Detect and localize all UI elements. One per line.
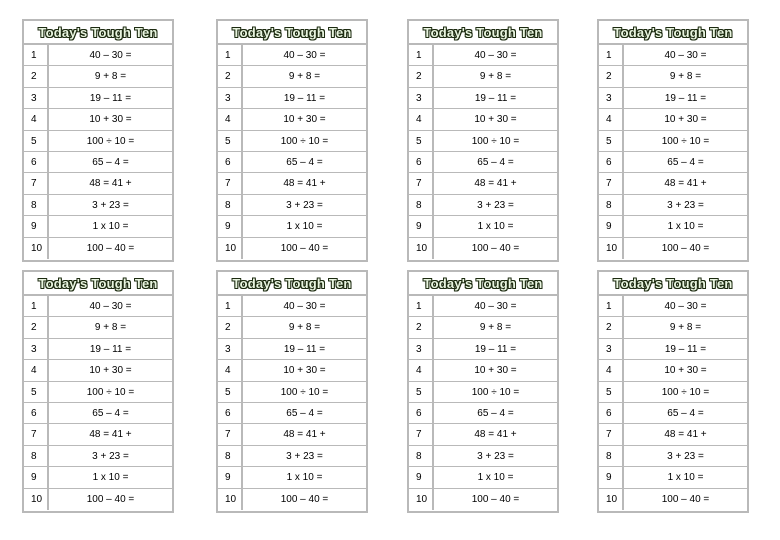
tough-ten-card <box>407 19 559 262</box>
question-number: 7 <box>409 173 434 193</box>
question-row <box>24 360 172 381</box>
question-text: 100 ÷ 10 = <box>661 386 710 398</box>
question-number: 10 <box>409 238 434 259</box>
question-number: 8 <box>24 446 49 466</box>
question-text: 100 – 40 = <box>280 493 329 505</box>
question-number: 1 <box>409 296 434 316</box>
question-row <box>409 296 557 317</box>
question-row <box>409 238 557 259</box>
question-row <box>599 88 747 109</box>
question-number: 3 <box>218 88 243 108</box>
tough-ten-card <box>597 19 749 262</box>
question-number: 7 <box>599 173 624 193</box>
question-row <box>409 446 557 467</box>
question-number: 1 <box>409 45 434 65</box>
question-number: 7 <box>218 424 243 444</box>
question-text: 65 – 4 = <box>667 407 704 419</box>
question-text: 40 – 30 = <box>283 50 326 61</box>
question-row <box>218 446 366 467</box>
question-text: 9 + 8 = <box>669 71 702 83</box>
question-text: 40 – 30 = <box>89 301 132 312</box>
question-row <box>218 382 366 403</box>
question-row <box>409 317 557 338</box>
question-row <box>599 66 747 87</box>
question-text: 10 + 30 = <box>283 114 326 126</box>
question-number: 1 <box>599 296 624 316</box>
card-title: Today's Tough Ten <box>218 272 366 296</box>
question-text: 1 x 10 = <box>286 221 323 233</box>
question-row <box>24 88 172 109</box>
question-row <box>218 173 366 194</box>
question-text: 48 = 41 + <box>283 178 326 190</box>
question-number: 7 <box>599 424 624 444</box>
question-row <box>24 403 172 424</box>
question-number: 5 <box>409 382 434 402</box>
question-text: 9 + 8 = <box>288 71 321 83</box>
question-row <box>599 360 747 381</box>
question-text: 3 + 23 = <box>477 199 514 211</box>
question-text: 65 – 4 = <box>92 407 129 419</box>
question-row <box>24 45 172 66</box>
question-text: 10 + 30 = <box>664 365 707 377</box>
question-row <box>24 467 172 488</box>
question-row <box>24 424 172 445</box>
tough-ten-card <box>22 270 174 513</box>
question-number: 7 <box>409 424 434 444</box>
question-number: 4 <box>24 109 49 129</box>
question-text: 40 – 30 = <box>474 50 517 61</box>
question-row <box>24 131 172 152</box>
question-row <box>599 424 747 445</box>
question-row <box>24 195 172 216</box>
question-number: 4 <box>599 360 624 380</box>
question-text: 3 + 23 = <box>477 450 514 462</box>
question-row <box>409 173 557 194</box>
question-row <box>409 195 557 216</box>
question-number: 5 <box>409 131 434 151</box>
question-text: 100 ÷ 10 = <box>86 135 135 147</box>
question-number: 1 <box>218 45 243 65</box>
question-number: 10 <box>24 489 49 510</box>
question-text: 10 + 30 = <box>474 365 517 377</box>
question-row <box>24 109 172 130</box>
question-text: 100 ÷ 10 = <box>471 386 520 398</box>
question-number: 7 <box>218 173 243 193</box>
question-row <box>218 195 366 216</box>
question-text: 100 – 40 = <box>661 242 710 254</box>
question-text: 1 x 10 = <box>667 472 704 484</box>
question-row <box>409 66 557 87</box>
question-text: 19 – 11 = <box>283 92 326 104</box>
question-text: 19 – 11 = <box>474 92 517 104</box>
question-row <box>599 446 747 467</box>
question-number: 3 <box>409 88 434 108</box>
question-number: 4 <box>409 360 434 380</box>
question-row <box>24 238 172 259</box>
question-text: 3 + 23 = <box>667 450 704 462</box>
question-row <box>599 216 747 237</box>
question-number: 5 <box>24 382 49 402</box>
question-text: 3 + 23 = <box>667 199 704 211</box>
question-text: 1 x 10 = <box>667 221 704 233</box>
question-number: 1 <box>24 296 49 316</box>
question-row <box>218 317 366 338</box>
tough-ten-card <box>216 19 368 262</box>
question-number: 10 <box>409 489 434 510</box>
question-row <box>409 109 557 130</box>
question-number: 3 <box>24 339 49 359</box>
question-row <box>599 296 747 317</box>
question-row <box>218 45 366 66</box>
question-number: 6 <box>409 403 434 423</box>
question-number: 8 <box>599 446 624 466</box>
question-number: 9 <box>24 216 49 236</box>
question-text: 100 ÷ 10 = <box>471 135 520 147</box>
question-row <box>24 382 172 403</box>
question-number: 8 <box>218 446 243 466</box>
tough-ten-card <box>216 270 368 513</box>
question-text: 48 = 41 + <box>89 429 132 441</box>
question-row <box>218 360 366 381</box>
card-title: Today's Tough Ten <box>409 21 557 45</box>
card-title: Today's Tough Ten <box>24 272 172 296</box>
question-number: 4 <box>409 109 434 129</box>
question-text: 100 – 40 = <box>471 242 520 254</box>
question-number: 3 <box>24 88 49 108</box>
question-row <box>218 424 366 445</box>
question-text: 100 – 40 = <box>661 493 710 505</box>
question-row <box>218 403 366 424</box>
question-number: 6 <box>409 152 434 172</box>
question-row <box>409 216 557 237</box>
question-row <box>599 339 747 360</box>
question-text: 65 – 4 = <box>92 156 129 168</box>
card-title: Today's Tough Ten <box>218 21 366 45</box>
question-text: 40 – 30 = <box>664 50 707 61</box>
question-row <box>409 45 557 66</box>
card-title: Today's Tough Ten <box>409 272 557 296</box>
question-text: 19 – 11 = <box>664 92 707 104</box>
question-text: 40 – 30 = <box>283 301 326 312</box>
question-row <box>409 489 557 510</box>
question-text: 40 – 30 = <box>664 301 707 312</box>
question-text: 3 + 23 = <box>92 199 129 211</box>
question-row <box>24 216 172 237</box>
question-row <box>599 195 747 216</box>
question-number: 9 <box>409 467 434 487</box>
question-number: 10 <box>218 489 243 510</box>
question-text: 1 x 10 = <box>477 472 514 484</box>
question-text: 3 + 23 = <box>92 450 129 462</box>
question-row <box>599 173 747 194</box>
question-text: 1 x 10 = <box>286 472 323 484</box>
question-row <box>409 339 557 360</box>
question-number: 9 <box>409 216 434 236</box>
question-number: 8 <box>409 195 434 215</box>
question-number: 4 <box>218 109 243 129</box>
question-text: 100 ÷ 10 = <box>661 135 710 147</box>
question-row <box>409 360 557 381</box>
question-row <box>409 382 557 403</box>
question-text: 100 – 40 = <box>86 493 135 505</box>
question-number: 6 <box>24 403 49 423</box>
question-row <box>218 131 366 152</box>
question-text: 19 – 11 = <box>89 343 132 355</box>
question-number: 9 <box>24 467 49 487</box>
question-row <box>409 424 557 445</box>
question-number: 5 <box>218 382 243 402</box>
question-number: 7 <box>24 173 49 193</box>
question-text: 48 = 41 + <box>664 429 707 441</box>
question-number: 6 <box>218 152 243 172</box>
question-text: 40 – 30 = <box>89 50 132 61</box>
question-text: 100 ÷ 10 = <box>280 386 329 398</box>
question-text: 19 – 11 = <box>474 343 517 355</box>
question-number: 7 <box>24 424 49 444</box>
question-number: 2 <box>599 66 624 86</box>
question-text: 100 – 40 = <box>86 242 135 254</box>
tough-ten-card <box>597 270 749 513</box>
question-text: 65 – 4 = <box>477 156 514 168</box>
question-row <box>599 109 747 130</box>
question-text: 19 – 11 = <box>89 92 132 104</box>
question-text: 1 x 10 = <box>477 221 514 233</box>
question-row <box>218 339 366 360</box>
question-row <box>599 317 747 338</box>
question-number: 5 <box>218 131 243 151</box>
question-row <box>218 88 366 109</box>
question-row <box>599 152 747 173</box>
question-row <box>599 467 747 488</box>
question-text: 3 + 23 = <box>286 450 323 462</box>
question-text: 9 + 8 = <box>94 71 127 83</box>
question-text: 9 + 8 = <box>479 322 512 334</box>
question-row <box>218 216 366 237</box>
question-text: 48 = 41 + <box>89 178 132 190</box>
question-number: 2 <box>599 317 624 337</box>
question-text: 100 ÷ 10 = <box>86 386 135 398</box>
question-row <box>599 45 747 66</box>
question-text: 1 x 10 = <box>92 221 129 233</box>
question-number: 4 <box>599 109 624 129</box>
card-title: Today's Tough Ten <box>599 272 747 296</box>
question-row <box>24 66 172 87</box>
question-text: 48 = 41 + <box>474 178 517 190</box>
question-text: 65 – 4 = <box>667 156 704 168</box>
question-row <box>599 238 747 259</box>
question-row <box>218 489 366 510</box>
question-number: 5 <box>599 131 624 151</box>
question-row <box>218 296 366 317</box>
question-text: 19 – 11 = <box>664 343 707 355</box>
question-row <box>409 131 557 152</box>
question-number: 10 <box>599 489 624 510</box>
question-text: 10 + 30 = <box>89 365 132 377</box>
question-text: 40 – 30 = <box>474 301 517 312</box>
question-number: 2 <box>218 317 243 337</box>
question-number: 9 <box>599 216 624 236</box>
question-number: 2 <box>24 66 49 86</box>
question-number: 1 <box>218 296 243 316</box>
question-row <box>409 88 557 109</box>
question-row <box>599 403 747 424</box>
question-number: 1 <box>24 45 49 65</box>
question-number: 10 <box>599 238 624 259</box>
question-row <box>409 152 557 173</box>
question-row <box>599 131 747 152</box>
question-row <box>599 382 747 403</box>
question-text: 19 – 11 = <box>283 343 326 355</box>
card-title: Today's Tough Ten <box>24 21 172 45</box>
question-number: 2 <box>24 317 49 337</box>
question-number: 9 <box>599 467 624 487</box>
question-text: 9 + 8 = <box>479 71 512 83</box>
question-number: 5 <box>599 382 624 402</box>
question-row <box>409 467 557 488</box>
question-number: 6 <box>599 403 624 423</box>
card-title: Today's Tough Ten <box>599 21 747 45</box>
question-number: 3 <box>218 339 243 359</box>
question-number: 5 <box>24 131 49 151</box>
question-number: 3 <box>599 339 624 359</box>
question-text: 65 – 4 = <box>286 156 323 168</box>
question-text: 9 + 8 = <box>288 322 321 334</box>
question-row <box>218 109 366 130</box>
question-number: 4 <box>218 360 243 380</box>
question-number: 8 <box>218 195 243 215</box>
question-text: 100 – 40 = <box>280 242 329 254</box>
question-number: 10 <box>24 238 49 259</box>
question-text: 10 + 30 = <box>89 114 132 126</box>
question-text: 65 – 4 = <box>286 407 323 419</box>
question-number: 3 <box>599 88 624 108</box>
tough-ten-card <box>407 270 559 513</box>
question-row <box>24 173 172 194</box>
question-number: 6 <box>24 152 49 172</box>
question-text: 48 = 41 + <box>283 429 326 441</box>
question-number: 2 <box>409 317 434 337</box>
question-row <box>599 489 747 510</box>
question-text: 10 + 30 = <box>664 114 707 126</box>
question-row <box>24 152 172 173</box>
question-number: 3 <box>409 339 434 359</box>
question-row <box>218 66 366 87</box>
question-text: 48 = 41 + <box>664 178 707 190</box>
question-number: 9 <box>218 467 243 487</box>
question-row <box>218 152 366 173</box>
question-text: 9 + 8 = <box>94 322 127 334</box>
question-row <box>24 489 172 510</box>
question-row <box>24 446 172 467</box>
question-number: 6 <box>599 152 624 172</box>
question-number: 9 <box>218 216 243 236</box>
question-text: 100 – 40 = <box>471 493 520 505</box>
tough-ten-card <box>22 19 174 262</box>
question-text: 10 + 30 = <box>283 365 326 377</box>
question-text: 1 x 10 = <box>92 472 129 484</box>
question-number: 8 <box>409 446 434 466</box>
question-number: 8 <box>599 195 624 215</box>
question-number: 1 <box>599 45 624 65</box>
question-text: 100 ÷ 10 = <box>280 135 329 147</box>
question-number: 8 <box>24 195 49 215</box>
question-text: 3 + 23 = <box>286 199 323 211</box>
question-row <box>218 467 366 488</box>
question-text: 48 = 41 + <box>474 429 517 441</box>
question-number: 6 <box>218 403 243 423</box>
question-text: 10 + 30 = <box>474 114 517 126</box>
question-row <box>218 238 366 259</box>
question-row <box>24 317 172 338</box>
question-number: 4 <box>24 360 49 380</box>
question-text: 9 + 8 = <box>669 322 702 334</box>
question-number: 2 <box>409 66 434 86</box>
question-row <box>24 296 172 317</box>
question-text: 65 – 4 = <box>477 407 514 419</box>
question-row <box>24 339 172 360</box>
question-number: 10 <box>218 238 243 259</box>
question-number: 2 <box>218 66 243 86</box>
question-row <box>409 403 557 424</box>
